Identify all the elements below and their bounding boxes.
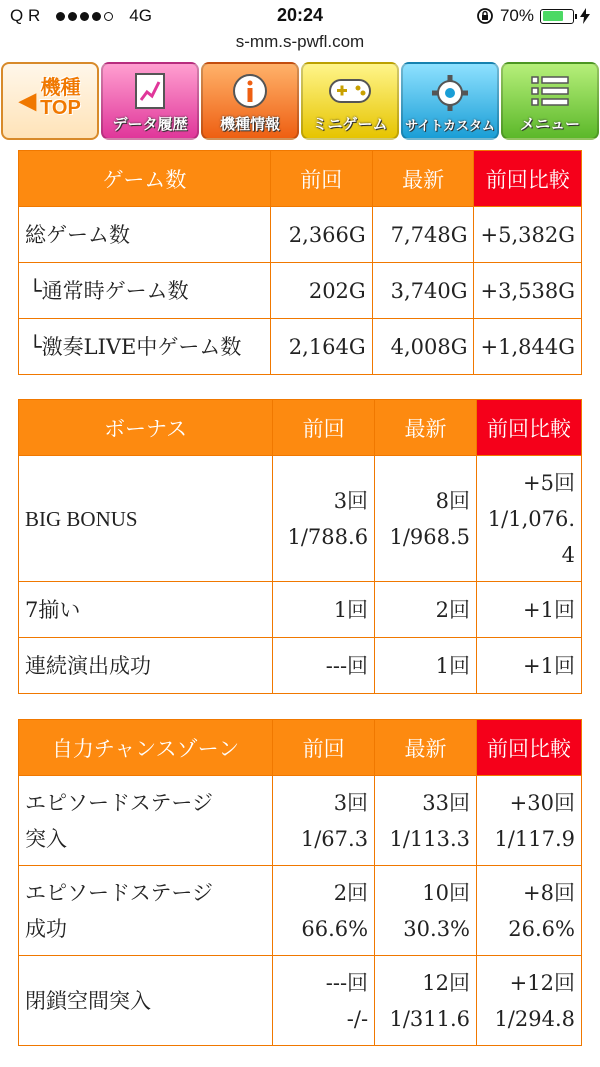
nav-mini-game-label: ミニゲーム — [312, 116, 388, 133]
nav-model-top-button[interactable] — [1, 62, 99, 140]
status-bar — [0, 0, 600, 32]
header-category: ボーナス — [19, 400, 273, 456]
status-right — [476, 6, 590, 26]
cell-diff: +1,844G — [474, 319, 582, 375]
cell-diff: +30回 1/117.9 — [477, 776, 582, 866]
cell-previous: 3回 1/67.3 — [273, 776, 375, 866]
header-latest: 最新 — [375, 720, 477, 776]
row-label: エピソードステージ 突入 — [19, 776, 273, 866]
nav-model-info-button[interactable] — [201, 62, 299, 140]
gamepad-icon — [328, 71, 372, 111]
header-category: 自力チャンスゾーン — [19, 720, 273, 776]
back-arrow-icon: ◀ — [19, 88, 37, 113]
nav-data-history-button[interactable] — [101, 62, 199, 140]
table-row — [19, 582, 582, 638]
row-label: 連続演出成功 — [19, 638, 273, 694]
cell-diff: +12回 1/294.8 — [477, 956, 582, 1046]
clock: 20:24 — [276, 5, 324, 25]
cell-diff: +1回 — [477, 582, 582, 638]
cell-diff: +1回 — [477, 638, 582, 694]
cell-latest: 4,008G — [372, 319, 474, 375]
gear-icon — [428, 73, 472, 113]
table-header-row — [19, 720, 582, 776]
cell-diff: +3,538G — [474, 263, 582, 319]
cell-previous: 2回 66.6% — [273, 866, 375, 956]
nav-site-custom-button[interactable] — [401, 62, 499, 140]
header-previous: 前回 — [270, 151, 372, 207]
cell-latest: 12回 1/311.6 — [375, 956, 477, 1046]
row-label: 総ゲーム数 — [19, 207, 271, 263]
cell-latest: 8回 1/968.5 — [375, 456, 477, 582]
carrier-label: Q R — [10, 6, 41, 25]
row-label: エピソードステージ 成功 — [19, 866, 273, 956]
cell-previous: 2,164G — [270, 319, 372, 375]
cell-latest: 10回 30.3% — [375, 866, 477, 956]
nav-site-custom-label: サイトカスタム — [405, 118, 495, 133]
row-label: BIG BONUS — [19, 456, 273, 582]
table-header-row — [19, 400, 582, 456]
cell-diff: +8回 26.6% — [477, 866, 582, 956]
info-icon — [228, 71, 272, 111]
nav-menu-button[interactable] — [501, 62, 599, 140]
cell-diff: +5,382G — [474, 207, 582, 263]
cell-latest: 7,748G — [372, 207, 474, 263]
nav-model-top-label: 機種 TOP — [40, 77, 81, 119]
cell-latest: 2回 — [375, 582, 477, 638]
network-label: 4G — [129, 6, 152, 25]
battery-percent: 70% — [499, 6, 534, 25]
battery-level — [543, 11, 563, 21]
header-latest: 最新 — [372, 151, 474, 207]
header-comparison: 前回比較 — [477, 720, 582, 776]
header-latest: 最新 — [375, 400, 477, 456]
row-label: 閉鎖空間突入 — [19, 956, 273, 1046]
chance-zone-table — [18, 719, 582, 1046]
nav-data-history-label: データ履歴 — [112, 116, 188, 133]
header-previous: 前回 — [273, 720, 375, 776]
cell-previous: ---回 -/- — [273, 956, 375, 1046]
cell-latest: 33回 1/113.3 — [375, 776, 477, 866]
cell-latest: 1回 — [375, 638, 477, 694]
cell-latest: 3,740G — [372, 263, 474, 319]
header-comparison: 前回比較 — [474, 151, 582, 207]
nav-menu-label: メニュー — [519, 116, 580, 133]
table-row — [19, 263, 582, 319]
url-bar[interactable]: s-mm.s-pwfl.com — [235, 32, 365, 51]
site-nav — [0, 62, 600, 140]
nav-model-info-label: 機種情報 — [219, 116, 280, 133]
cell-previous: ---回 — [273, 638, 375, 694]
row-label: 7揃い — [19, 582, 273, 638]
row-label: └激奏LIVE中ゲーム数 — [19, 319, 271, 375]
header-previous: 前回 — [273, 400, 375, 456]
table-row — [19, 456, 582, 582]
cell-previous: 1回 — [273, 582, 375, 638]
table-row — [19, 776, 582, 866]
chart-document-icon — [128, 71, 172, 111]
nav-mini-game-button[interactable] — [301, 62, 399, 140]
cell-diff: +5回 1/1,076. 4 — [477, 456, 582, 582]
cell-previous: 202G — [270, 263, 372, 319]
game-count-table — [18, 150, 582, 375]
menu-icon — [528, 71, 572, 111]
cell-previous: 3回 1/788.6 — [273, 456, 375, 582]
table-row — [19, 638, 582, 694]
battery-icon — [540, 9, 574, 24]
bonus-table — [18, 399, 582, 694]
cell-previous: 2,366G — [270, 207, 372, 263]
table-row — [19, 207, 582, 263]
row-label: └通常時ゲーム数 — [19, 263, 271, 319]
header-comparison: 前回比較 — [477, 400, 582, 456]
table-row — [19, 956, 582, 1046]
table-row — [19, 319, 582, 375]
table-header-row — [19, 151, 582, 207]
rotation-lock-icon — [476, 7, 494, 25]
charging-icon — [580, 8, 590, 24]
table-row — [19, 866, 582, 956]
header-category: ゲーム数 — [19, 151, 271, 207]
